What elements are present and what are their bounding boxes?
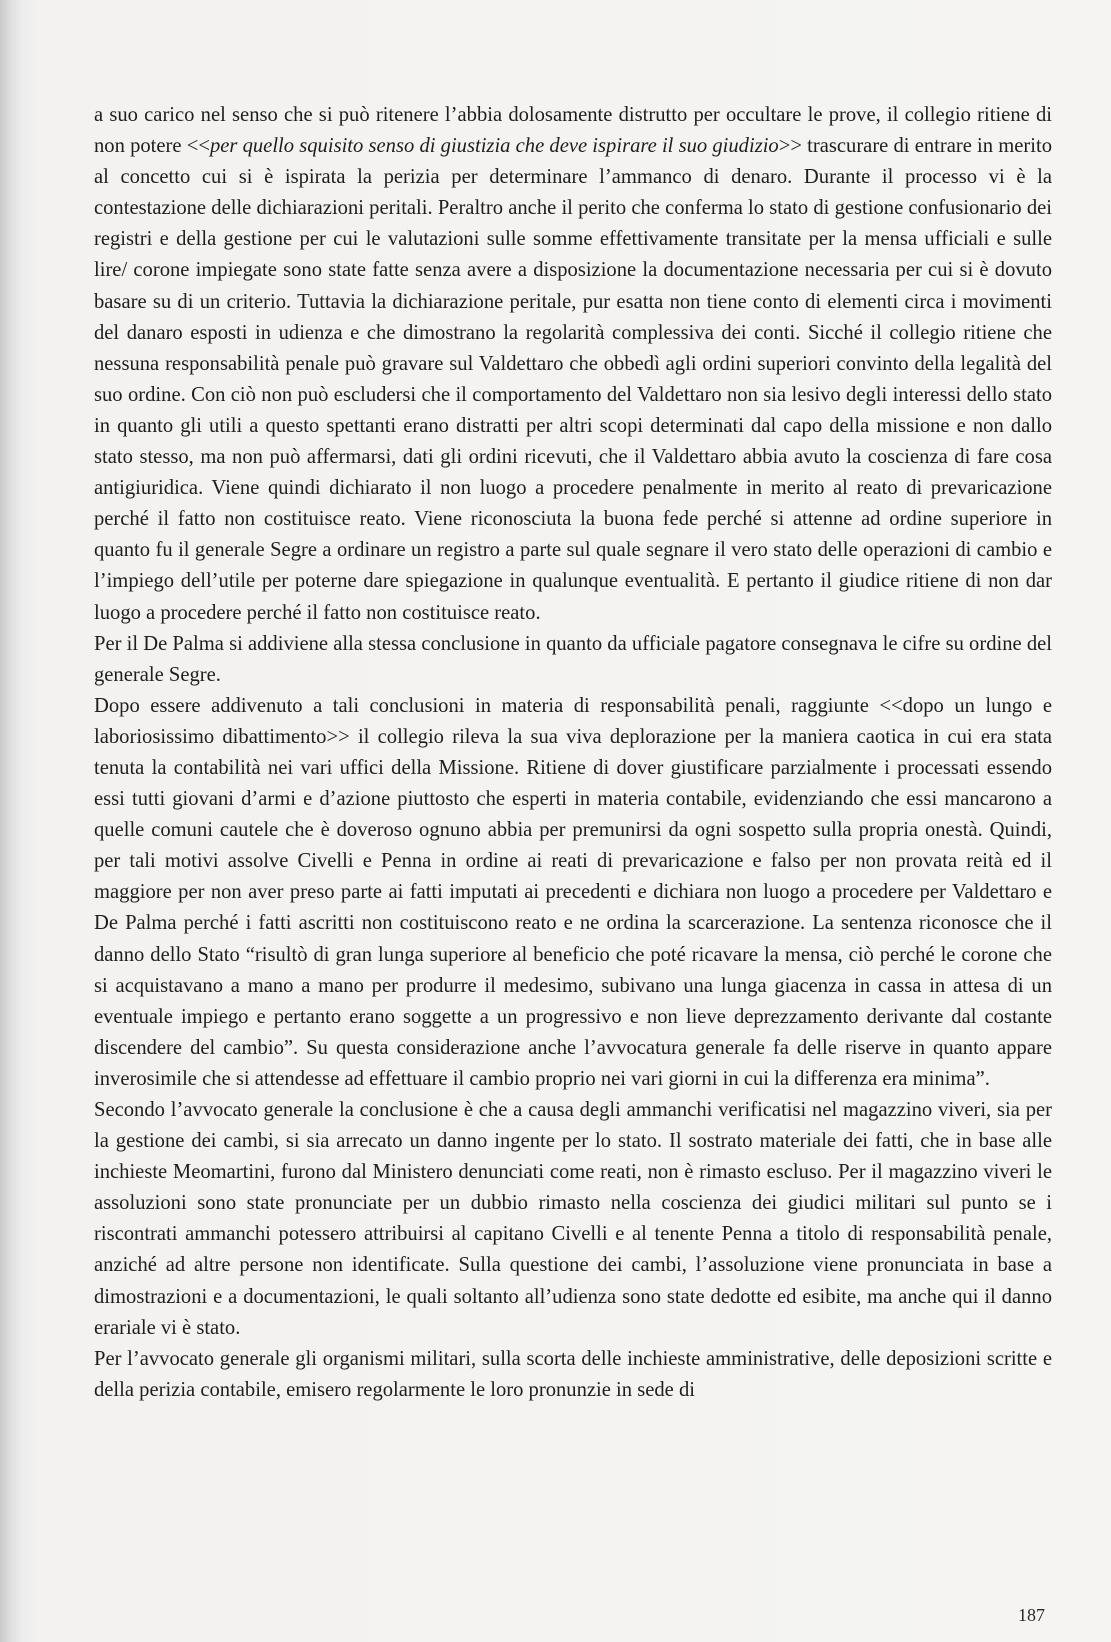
text-run: Secondo l’avvocato generale la conclusione è che a causa degli ammanchi verificatisi nel magazzino viveri, sia per la gestione dei cambi, si sia arrecato un danno ingente per lo stato. Il sostrato materiale dei fatti, che in base alle inchieste Meomartini, furono dal Ministero denunciati come reati, non è rimasto escluso. Per il magazzino viveri le assoluzioni sono state pronunciate per un dubbio rimasto nella coscienza dei giudici militari sul punto se i riscontrati ammanchi potessero attribuirsi al capitano Civelli e al tenente Penna a titolo di responsabilità penale, anziché ad altre persone non identificate. Sulla questione dei cambi, l’assoluzione viene pronunciata in base a dimostrazioni e a documentazioni, le quali soltanto all’udienza sono state dedotte ed esibite, ma anche qui il danno erariale vi è stato. — [94, 1099, 1052, 1339]
paragraph — [94, 100, 1052, 629]
body-text — [94, 100, 1052, 1406]
text-run: a suo carico nel senso che si può ritenere l’abbia dolosamente distrutto per occultare le prove, il collegio ritiene di non potere << — [94, 104, 1052, 158]
text-run: Per l’avvocato generale gli organismi militari, sulla scorta delle inchieste amministrative, delle deposizioni scritte e della perizia contabile, emisero regolarmente le loro pronunzie in sede di — [94, 1347, 1052, 1401]
page-number: 187 — [1018, 1605, 1045, 1625]
text-run: Dopo essere addivenuto a tali conclusioni in materia di responsabilità penali, raggiunte <<dopo un lungo e laboriosissimo dibattimento>> il collegio rileva la sua viva deplorazione per la maniera caotica in cui era stata tenuta la contabilità nei vari uffici della Missione. Ritiene di dover giustificare parzialmente i processati essendo essi tutti giovani d’armi e d’azione piuttosto che esperti in materia contabile, evidenziando che essi mancarono a quelle comuni cautele che è doveroso ognuno abbia per premunirsi da ogni sospetto sulla propria onestà. Quindi, per tali motivi assolve Civelli e Penna in ordine ai reati di prevaricazione e falso per non provata reità ed il maggiore per non aver preso parte ai fatti imputati ai precedenti e dichiara non luogo a procedere per Valdettaro e De Palma perché i fatti ascritti non costituiscono reato e ne ordina la scarcerazione. La sentenza riconosce che il danno dello Stato “risultò di gran lunga superiore al beneficio che poté ricavare la mensa, ciò perché le corone che si acquistavano a mano a mano per produrre il medesimo, subivano una lunga giacenza in cassa in attesa di un eventuale impiego e pertanto erano soggette a un progressivo e non lieve deprezzamento derivante dal costante discendere del cambio”. Su questa considerazione anche l’avvocatura generale fa delle riserve in quanto appare inverosimile che si attendesse ad effettuare il cambio proprio nei vari giorni in cui la differenza era minima”. — [94, 694, 1052, 1090]
paragraph — [94, 691, 1052, 1095]
paragraph — [94, 1095, 1052, 1344]
paragraph — [94, 629, 1052, 691]
text-run: >> trascurare di entrare in merito al concetto cui si è ispirata la perizia per determinare l’ammanco di denaro. Durante il processo vi è la contestazione delle dichiarazioni peritali. Peraltro anche il perito che conferma lo stato di gestione confusionario dei registri e della gestione per cui le valutazioni sulle somme effettivamente transitate per la mensa ufficiali e sulle lire/ corone impiegate sono state fatte senza avere a disposizione la documentazione necessaria per cui si è dovuto basare su di un criterio. Tuttavia la dichiarazione peritale, pur esatta non tiene conto di elementi circa i movimenti del danaro esposti in udienza e che dimostrano la regolarità complessiva dei conti. Sicché il collegio ritiene che nessuna responsabilità penale può gravare sul Valdettaro che obbedì agli ordini superiori convinto della legalità del suo ordine. Con ciò non può escludersi che il comportamento del Valdettaro non sia lesivo degli interessi dello stato in quanto gli utili a questo spettanti erano distratti per altri scopi determinati dal capo della missione e non dallo stato stesso, ma non può affermarsi, dati gli ordini ricevuti, che il Valdettaro abbia avuto la coscienza di fare cosa antigiuridica. Viene quindi dichiarato il non luogo a procedere penalmente in merito al reato di prevaricazione perché il fatto non costituisce reato. Viene riconosciuta la buona fede perché si attenne ad ordine superiore in quanto fu il generale Segre a ordinare un registro a parte sul quale segnare il vero stato delle operazioni di cambio e l’impiego dell’utile per poterne dare spiegazione in qualunque eventualità. E pertanto il giudice ritiene di non dar luogo a procedere perché il fatto non costituisce reato. — [94, 135, 1052, 624]
text-run: Per il De Palma si addiviene alla stessa conclusione in quanto da ufficiale pagatore consegnava le cifre su ordine del generale Segre. — [94, 632, 1052, 686]
paragraph — [94, 1344, 1052, 1406]
italic-quote: per quello squisito senso di giustizia che deve ispirare il suo giudizio — [209, 135, 779, 158]
